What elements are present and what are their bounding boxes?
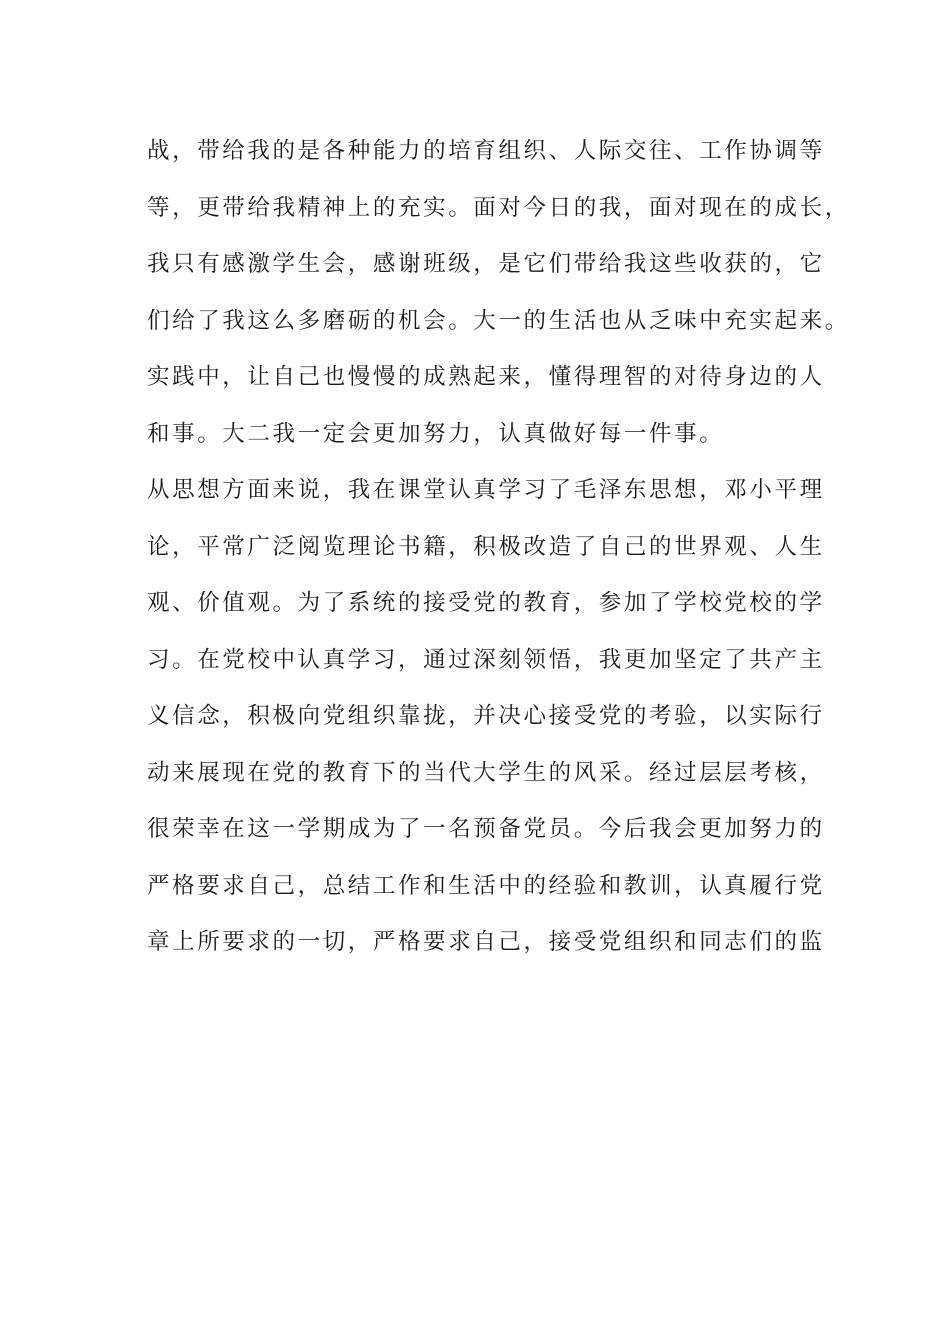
text-line: 动来展现在党的教育下的当代大学生的风采。经过层层考核， bbox=[147, 759, 825, 786]
text-line: 很荣幸在这一学期成为了一名预备党员。今后我会更加努力的 bbox=[147, 816, 825, 842]
text-line: 实践中，让自己也慢慢的成熟起来，懂得理智的对待身边的人 bbox=[147, 364, 825, 390]
text-line: 我只有感激学生会，感谢班级，是它们带给我这些收获的，它 bbox=[147, 251, 825, 277]
text-line: 战，带给我的是各种能力的培育组织、人际交往、工作协调等 bbox=[147, 138, 825, 164]
text-line: 们给了我这么多磨砺的机会。大一的生活也从乏味中充实起来。 bbox=[147, 307, 850, 334]
text-line: 论，平常广泛阅览理论书籍，积极改造了自己的世界观、人生 bbox=[147, 533, 825, 560]
text-line: 从思想方面来说，我在课堂认真学习了毛泽东思想，邓小平理 bbox=[147, 477, 825, 503]
text-line: 习。在党校中认真学习，通过深刻领悟，我更加坚定了共产主 bbox=[147, 646, 825, 673]
body-text bbox=[147, 131, 850, 979]
text-line: 等，更带给我精神上的充实。面对今日的我，面对现在的成长， bbox=[147, 194, 850, 221]
text-line: 严格要求自己，总结工作和生活中的经验和教训，认真履行党 bbox=[147, 872, 825, 899]
text-line: 和事。大二我一定会更加努力，认真做好每一件事。 bbox=[147, 420, 725, 447]
text-line: 观、价值观。为了系统的接受党的教育，参加了学校党校的学 bbox=[147, 590, 825, 616]
text-line: 义信念，积极向党组织靠拢，并决心接受党的考验，以实际行 bbox=[147, 703, 825, 729]
text-line: 章上所要求的一切，严格要求自己，接受党组织和同志们的监 bbox=[147, 929, 825, 955]
